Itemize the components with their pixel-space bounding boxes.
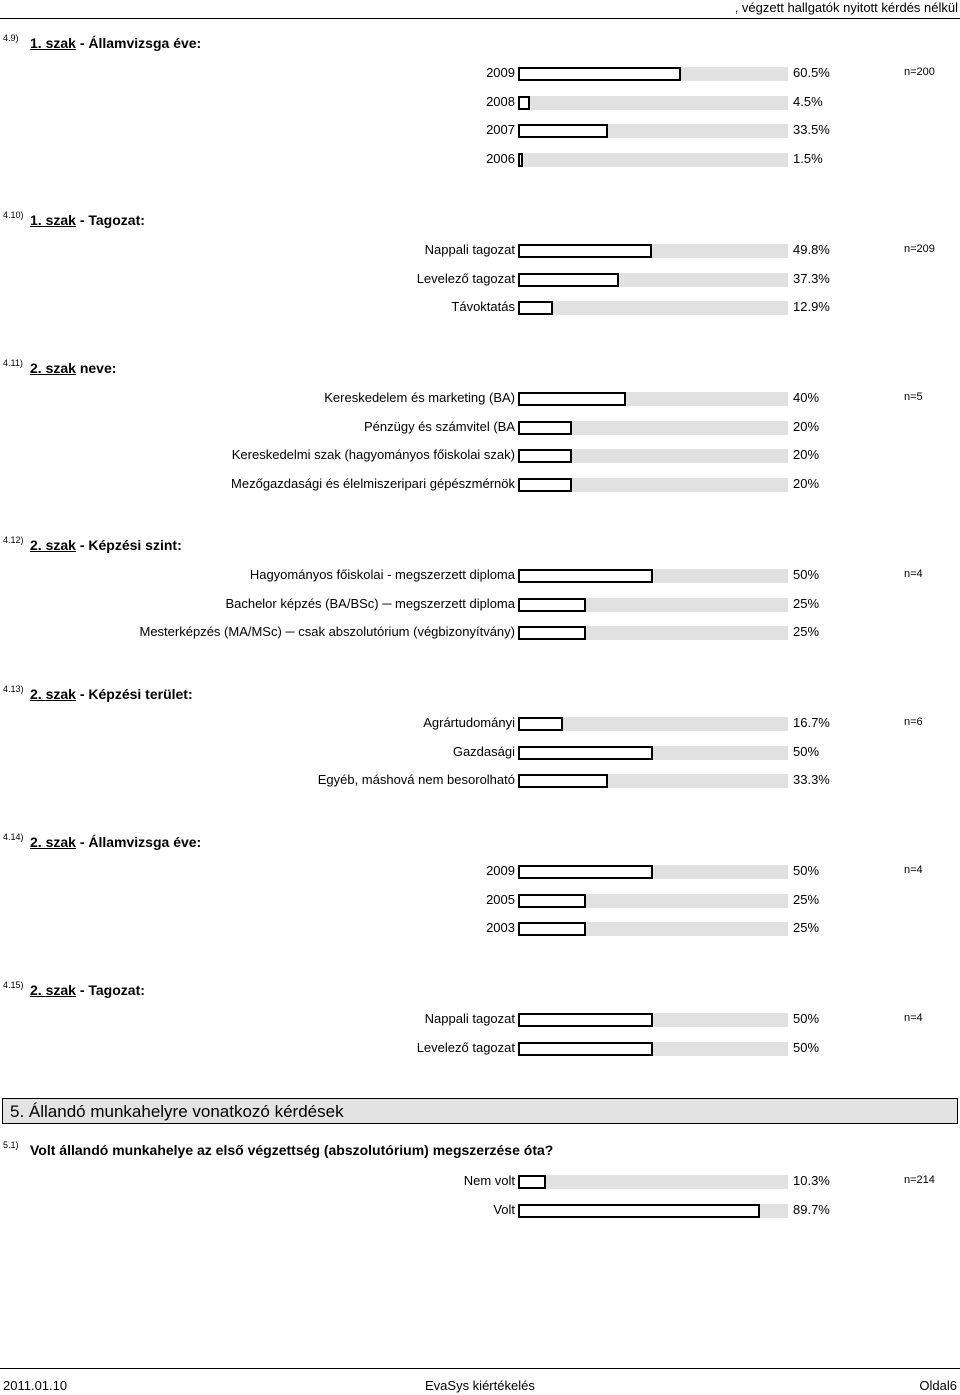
answer-percent: 20% — [793, 447, 820, 463]
sample-size: n=5 — [904, 391, 923, 403]
answer-bar-track — [518, 67, 788, 81]
answer-bar-track — [518, 569, 788, 583]
answer-label: 2008 — [486, 93, 515, 109]
answer-label: Volt — [493, 1201, 515, 1217]
sample-size: n=4 — [904, 1012, 923, 1024]
footer-date: 2011.01.10 — [3, 1378, 68, 1393]
answer-percent: 37.3% — [793, 270, 830, 286]
question-title-text: - Államvizsga éve: — [75, 35, 202, 51]
answer-label: Kereskedelmi szak (hagyományos főiskolai szak) — [231, 447, 515, 463]
question-title — [30, 537, 182, 553]
question-title-program: 2. szak — [30, 834, 76, 850]
answer-percent: 50% — [793, 1039, 820, 1055]
answer-label: Nappali tagozat — [424, 242, 515, 257]
answer-label: Levelező tagozat — [416, 270, 515, 286]
question-number: 4.15) — [3, 980, 24, 990]
answer-bar — [518, 626, 586, 640]
answer-bar — [518, 273, 619, 287]
answer-percent: 20% — [793, 418, 820, 434]
answer-percent: 16.7% — [793, 715, 830, 730]
answer-percent: 25% — [793, 920, 820, 936]
answer-bar — [518, 1013, 653, 1027]
question-number: 4.13) — [3, 684, 24, 694]
answer-percent: 89.7% — [793, 1201, 830, 1217]
answer-bar-track — [518, 746, 788, 760]
answer-label: Egyéb, máshová nem besorolható — [317, 772, 515, 788]
header-note: , végzett hallgatók nyitott kérdés nélkül — [734, 0, 958, 15]
answer-bar-track — [518, 273, 788, 287]
answer-bar-track — [518, 774, 788, 788]
answer-bar — [518, 598, 586, 612]
answer-bar — [518, 244, 652, 258]
answer-bar-track — [518, 865, 788, 879]
question-number: 4.11) — [3, 358, 23, 368]
answer-percent: 25% — [793, 624, 820, 640]
answer-bar — [518, 569, 653, 583]
answer-bar — [518, 124, 608, 138]
answer-bar-track — [518, 124, 788, 138]
answer-label: 2009 — [486, 863, 515, 878]
question-title-program: 2. szak — [30, 537, 76, 553]
answer-label: 2009 — [486, 65, 515, 80]
question-title-text: Volt állandó munkahelye az első végzettség (abszolutórium) megszerzése óta? — [30, 1142, 554, 1158]
answer-label: Bachelor képzés (BA/BSc) ─ megszerzett diploma — [225, 595, 515, 611]
answer-label: Távoktatás — [451, 299, 515, 315]
question-number: 4.12) — [3, 535, 24, 545]
question-title — [30, 1142, 553, 1158]
answer-label: Agrártudományi — [423, 715, 515, 730]
question-number: 4.9) — [3, 33, 19, 43]
answer-bar-track — [518, 894, 788, 908]
answer-percent: 49.8% — [793, 242, 830, 257]
answer-percent: 33.5% — [793, 122, 830, 138]
answer-bar — [518, 153, 523, 167]
answer-label: Levelező tagozat — [416, 1039, 515, 1055]
answer-bar-track — [518, 717, 788, 731]
answer-bar — [518, 746, 653, 760]
sample-size: n=4 — [904, 568, 923, 580]
answer-bar — [518, 301, 553, 315]
question-title-text: - Államvizsga éve: — [75, 834, 202, 850]
answer-percent: 12.9% — [793, 299, 830, 315]
answer-label: Pénzügy és számvitel (BA — [363, 418, 515, 434]
header-divider — [0, 18, 960, 19]
sample-size: n=4 — [904, 864, 923, 876]
answer-bar — [518, 717, 563, 731]
answer-percent: 25% — [793, 595, 820, 611]
answer-bar — [518, 922, 586, 936]
answer-label: 2005 — [486, 891, 515, 907]
answer-bar-track — [518, 922, 788, 936]
sample-size: n=6 — [904, 716, 923, 728]
answer-bar-track — [518, 244, 788, 258]
question-title — [30, 360, 116, 376]
sample-size: n=209 — [904, 243, 935, 255]
answer-bar — [518, 774, 608, 788]
question-title — [30, 982, 145, 998]
question-title-text: - Képzési szint: — [75, 537, 182, 553]
answer-label: Hagyományos főiskolai - megszerzett diploma — [249, 567, 515, 582]
answer-bar-track — [518, 1013, 788, 1027]
answer-bar — [518, 67, 681, 81]
answer-label: 2006 — [486, 151, 515, 167]
answer-bar — [518, 478, 572, 492]
answer-label: Gazdasági — [452, 743, 515, 759]
answer-percent: 50% — [793, 863, 820, 878]
answer-bar-track — [518, 301, 788, 315]
answer-bar-track — [518, 153, 788, 167]
answer-label: 2007 — [486, 122, 515, 138]
answer-percent: 4.5% — [793, 93, 823, 109]
question-title-text: neve: — [75, 360, 117, 376]
question-title-program: 2. szak — [30, 360, 76, 376]
answer-bar — [518, 421, 572, 435]
answer-bar-track — [518, 96, 788, 110]
question-title-program: 1. szak — [30, 212, 76, 228]
question-title-program: 1. szak — [30, 35, 76, 51]
footer-divider — [0, 1368, 960, 1369]
question-number: 5.1) — [3, 1140, 19, 1150]
answer-bar-track — [518, 1175, 788, 1189]
question-title — [30, 834, 201, 850]
sample-size: n=214 — [904, 1174, 935, 1186]
answer-label: Mezőgazdasági és élelmiszeripari gépészmérnök — [231, 476, 515, 492]
answer-bar — [518, 1042, 653, 1056]
answer-percent: 10.3% — [793, 1173, 830, 1188]
answer-bar — [518, 894, 586, 908]
footer-center: EvaSys kiértékelés — [425, 1378, 535, 1393]
answer-bar — [518, 449, 572, 463]
answer-bar — [518, 96, 530, 110]
answer-label: Kereskedelem és marketing (BA) — [324, 390, 515, 405]
question-title-program: 2. szak — [30, 982, 76, 998]
answer-label: Mesterképzés (MA/MSc) ─ csak abszolutórium (végbizonyítvány) — [139, 624, 515, 640]
answer-bar — [518, 865, 653, 879]
question-number: 4.14) — [3, 832, 24, 842]
answer-percent: 50% — [793, 567, 820, 582]
answer-percent: 25% — [793, 891, 820, 907]
question-title — [30, 686, 193, 702]
answer-percent: 50% — [793, 1011, 820, 1026]
answer-label: Nem volt — [463, 1173, 515, 1188]
answer-bar-track — [518, 1204, 788, 1218]
footer-page: Oldal6 — [919, 1378, 957, 1393]
question-title-text: - Tagozat: — [75, 982, 145, 998]
answer-percent: 40% — [793, 390, 820, 405]
section-heading: 5. Állandó munkahelyre vonatkozó kérdések — [2, 1098, 958, 1124]
answer-bar-track — [518, 598, 788, 612]
question-title-text: - Képzési terület: — [75, 686, 193, 702]
answer-percent: 33.3% — [793, 772, 830, 788]
question-title-text: - Tagozat: — [75, 212, 145, 228]
question-title-program: 2. szak — [30, 686, 76, 702]
question-number: 4.10) — [3, 210, 24, 220]
answer-bar-track — [518, 421, 788, 435]
answer-bar — [518, 1204, 760, 1218]
answer-percent: 50% — [793, 743, 820, 759]
answer-label: 2003 — [486, 920, 515, 936]
answer-label: Nappali tagozat — [424, 1011, 515, 1026]
question-title — [30, 212, 145, 228]
answer-percent: 1.5% — [793, 151, 823, 167]
answer-percent: 20% — [793, 476, 820, 492]
answer-bar-track — [518, 626, 788, 640]
answer-bar — [518, 392, 626, 406]
answer-percent: 60.5% — [793, 65, 830, 80]
answer-bar-track — [518, 1042, 788, 1056]
answer-bar-track — [518, 392, 788, 406]
answer-bar-track — [518, 449, 788, 463]
sample-size: n=200 — [904, 66, 935, 78]
question-title — [30, 35, 201, 51]
answer-bar-track — [518, 478, 788, 492]
answer-bar — [518, 1175, 546, 1189]
